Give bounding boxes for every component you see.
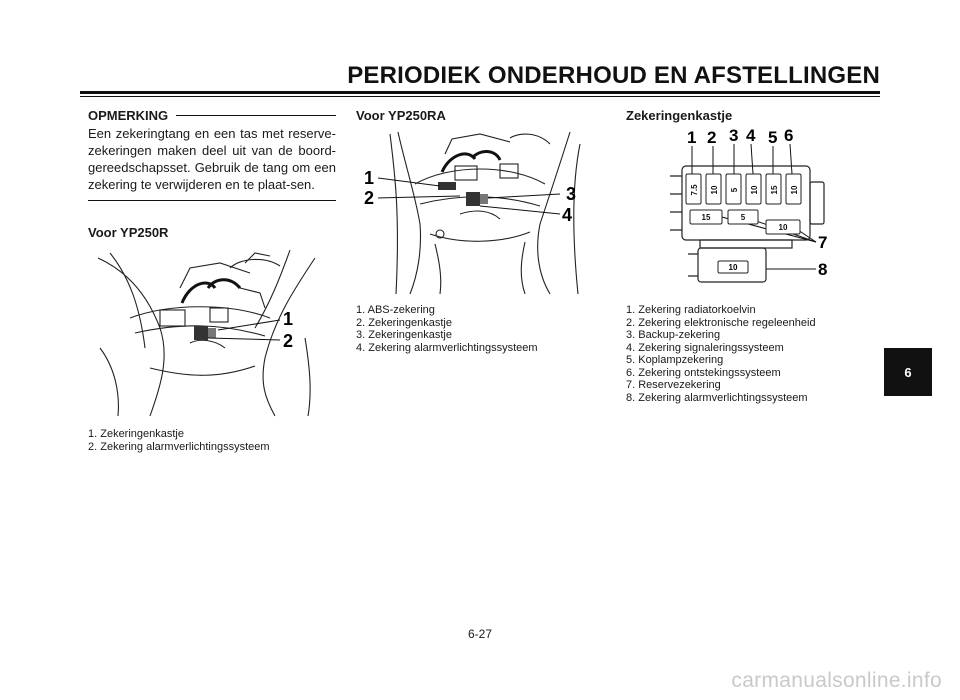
note-heading-rule — [176, 115, 336, 116]
watermark: carmanualsonline.info — [731, 669, 942, 692]
callout-fusebox-3: 3 — [729, 126, 739, 145]
page-header-title: PERIODIEK ONDERHOUD EN AFSTELLINGEN — [347, 62, 880, 89]
caption-yp250r-2: 2. Zekering alarmverlichtingssysteem — [88, 440, 270, 453]
caption-yp250ra-1: 1. ABS-zekering — [356, 304, 435, 316]
section-title-yp250r: Voor YP250R — [88, 225, 169, 240]
caption-yp250ra-3: 3. Zekeringenkastje — [356, 329, 452, 341]
figure-fusebox — [660, 124, 840, 294]
callout-fusebox-7: 7 — [818, 233, 828, 252]
note-heading — [88, 108, 336, 123]
callout-yp250ra-3: 3 — [566, 184, 577, 204]
callout-fusebox-4: 4 — [746, 126, 756, 145]
column-right — [626, 108, 876, 123]
callout-yp250ra-2: 2 — [364, 188, 375, 208]
callout-fusebox-1: 1 — [687, 128, 697, 147]
caption-yp250ra-2: 2. Zekeringenkastje — [356, 316, 452, 329]
callout-fusebox-2: 2 — [707, 128, 717, 147]
note-heading-label: OPMERKING — [88, 108, 169, 123]
callout-yp250ra-4: 4 — [562, 205, 573, 225]
header-rule-thin — [80, 96, 880, 97]
captions-yp250ra — [356, 304, 606, 354]
caption-yp250r-1: 1. Zekeringenkastje — [88, 428, 184, 440]
captions-yp250r — [88, 428, 336, 453]
captions-fusebox — [626, 304, 876, 404]
callout-fusebox-8: 8 — [818, 260, 828, 279]
caption-fusebox-8: 8. Zekering alarmverlichtingssysteem — [626, 391, 808, 404]
fuse-rating-4: 10 — [750, 185, 759, 195]
caption-yp250ra-4: 4. Zekering alarmverlichtingssysteem — [356, 341, 538, 354]
caption-fusebox-1: 1. Zekering radiatorkoelvin — [626, 304, 756, 316]
column-left — [88, 108, 336, 240]
note-end-rule — [88, 200, 336, 201]
column-middle — [356, 108, 606, 123]
page-number: 6-27 — [467, 627, 493, 641]
fuse-rating-1: 7.5 — [690, 184, 699, 196]
note-text: Een zekeringtang en een tas met reserve-zekeringen maken deel uit van de boord-gereedschapsset. Gebruik de tang om een zekering te verwijderen en te plaat-sen. — [88, 126, 336, 192]
callout-yp250r-1: 1 — [283, 309, 294, 329]
spare-fuse-rating-2: 5 — [740, 213, 746, 222]
caption-fusebox-2: 2. Zekering elektronische regeleenheid — [626, 316, 816, 329]
fuse-rating-5: 15 — [770, 185, 779, 195]
fuse-rating-6: 10 — [790, 185, 799, 195]
callout-yp250r-2: 2 — [283, 331, 294, 351]
callout-fusebox-6: 6 — [784, 126, 794, 145]
figure-yp250r — [90, 248, 330, 420]
chapter-tab: 6 — [884, 348, 932, 396]
header-rule — [80, 91, 880, 94]
callout-yp250ra-1: 1 — [364, 168, 375, 188]
alarm-fuse-rating: 10 — [728, 263, 738, 272]
fuse-rating-2: 10 — [710, 185, 719, 195]
caption-fusebox-3: 3. Backup-zekering — [626, 329, 721, 341]
caption-fusebox-5: 5. Koplampzekering — [626, 354, 724, 366]
section-title-yp250ra: Voor YP250RA — [356, 108, 446, 123]
spare-fuse-rating-3: 10 — [778, 223, 788, 232]
caption-fusebox-6: 6. Zekering ontstekingssysteem — [626, 366, 781, 379]
fuse-rating-3: 5 — [730, 187, 739, 193]
caption-fusebox-4: 4. Zekering signaleringssysteem — [626, 341, 784, 354]
spare-fuse-rating-1: 15 — [701, 213, 711, 222]
caption-fusebox-7: 7. Reservezekering — [626, 379, 721, 391]
callout-fusebox-5: 5 — [768, 128, 778, 147]
section-title-fusebox: Zekeringenkastje — [626, 108, 733, 123]
figure-yp250ra — [360, 124, 600, 296]
